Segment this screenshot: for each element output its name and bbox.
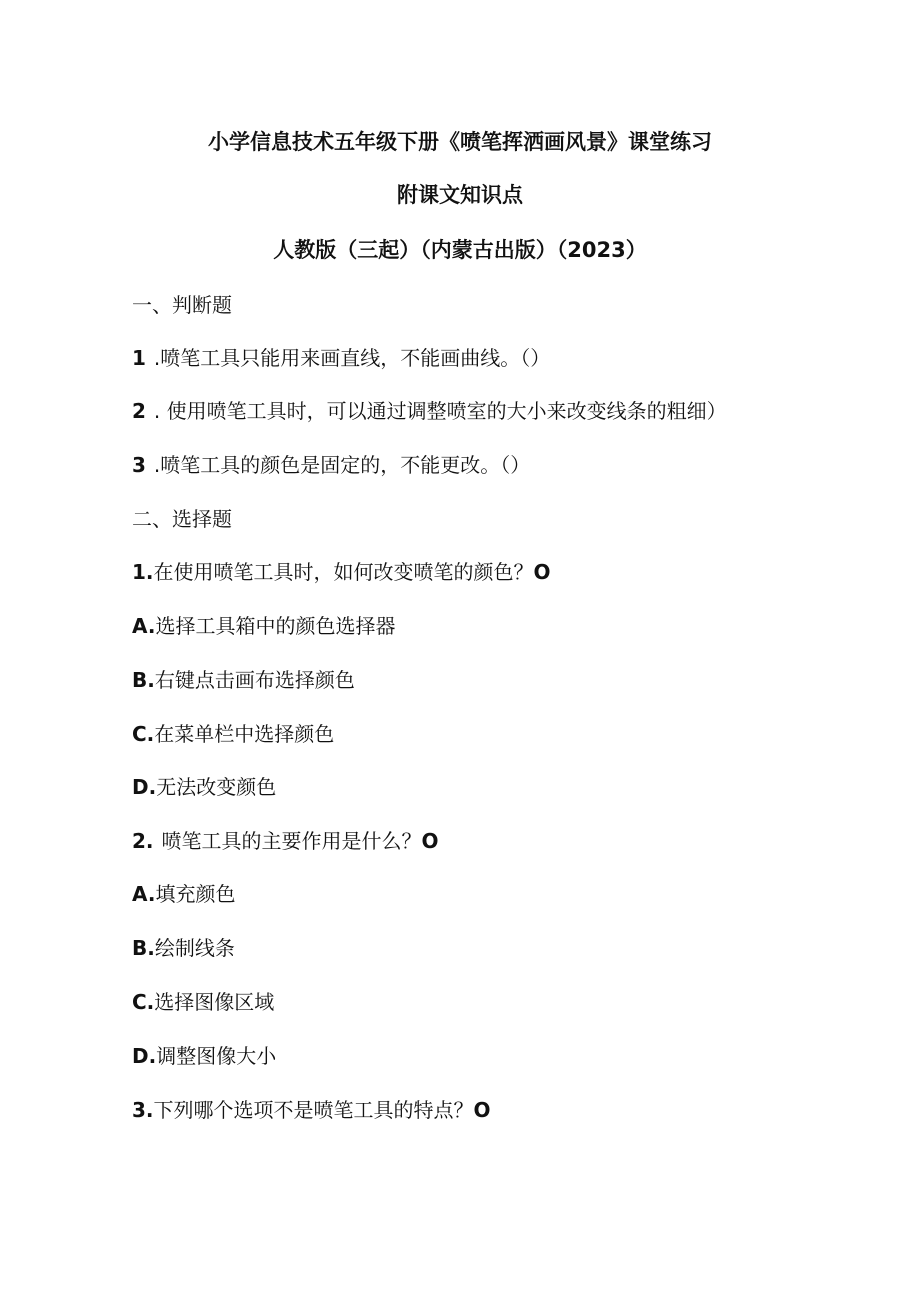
option xyxy=(132,879,880,909)
option-letter: B. xyxy=(132,668,155,692)
option-text: 在菜单栏中选择颜色 xyxy=(154,722,335,746)
option xyxy=(132,1041,880,1071)
document-subtitle: 附课文知识点 xyxy=(397,183,523,207)
question-text: 下列哪个选项不是喷笔工具的特点？ xyxy=(153,1098,474,1122)
answer-blank: O xyxy=(533,560,551,584)
item-number: 3 xyxy=(132,453,146,477)
question-text: 喷笔工具的主要作用是什么？ xyxy=(161,829,422,853)
option-letter: B. xyxy=(132,936,155,960)
option-text: 选择图像区域 xyxy=(154,990,275,1014)
option xyxy=(132,719,880,749)
option-text: 绘制线条 xyxy=(154,936,235,960)
option-letter: C. xyxy=(132,990,155,1014)
option xyxy=(132,987,880,1017)
judgement-item xyxy=(132,343,880,373)
document-edition: 人教版（三起）（内蒙古出版）（2023） xyxy=(273,238,647,262)
option-letter: D. xyxy=(132,1044,157,1068)
option-letter: A. xyxy=(132,614,156,638)
option-text: 右键点击画布选择颜色 xyxy=(154,668,355,692)
judgement-item xyxy=(132,450,880,480)
option-text: 填充颜色 xyxy=(155,882,236,906)
option-letter: C. xyxy=(132,722,155,746)
option xyxy=(132,611,880,641)
option xyxy=(132,933,880,963)
item-number: 1 xyxy=(132,346,146,370)
question-number: 2. xyxy=(132,829,154,853)
item-text: .喷笔工具的颜色是固定的，不能更改。（） xyxy=(153,453,531,477)
answer-blank: O xyxy=(473,1098,491,1122)
option xyxy=(132,665,880,695)
question-number: 1. xyxy=(132,560,154,584)
option xyxy=(132,772,880,802)
question xyxy=(132,557,880,587)
item-text: . 使用喷笔工具时，可以通过调整喷室的大小来改变线条的粗细） xyxy=(153,399,727,423)
option-letter: A. xyxy=(132,882,156,906)
option-letter: D. xyxy=(132,775,157,799)
option-text: 选择工具箱中的颜色选择器 xyxy=(155,614,396,638)
section-heading-judgement: 一、判断题 xyxy=(132,293,232,317)
section-heading-choice: 二、选择题 xyxy=(132,507,232,531)
question-text: 在使用喷笔工具时，如何改变喷笔的颜色？ xyxy=(153,560,534,584)
item-text: .喷笔工具只能用来画直线，不能画曲线。（） xyxy=(153,346,551,370)
question-number: 3. xyxy=(132,1098,154,1122)
document-title: 小学信息技术五年级下册《喷笔挥洒画风景》课堂练习 xyxy=(208,130,712,154)
judgement-item xyxy=(132,396,880,426)
question xyxy=(132,826,880,856)
option-text: 调整图像大小 xyxy=(156,1044,277,1068)
answer-blank: O xyxy=(421,829,439,853)
question xyxy=(132,1095,880,1125)
option-text: 无法改变颜色 xyxy=(156,775,277,799)
item-number: 2 xyxy=(132,399,146,423)
